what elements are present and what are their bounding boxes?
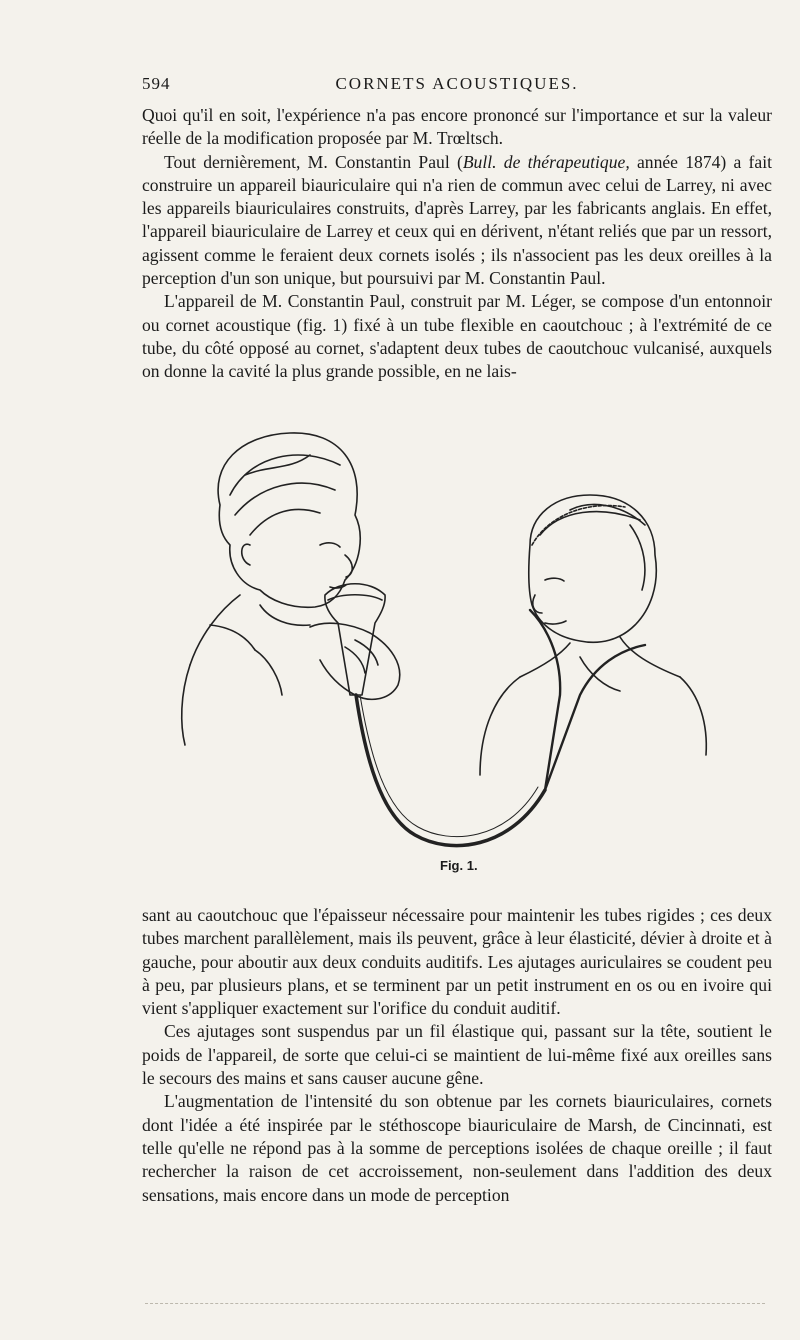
- body-text-top: [142, 104, 772, 384]
- paragraph: Quoi qu'il en soit, l'expérience n'a pas encore prononcé sur l'importance et sur la valeur réelle de la modification proposée par M. Trœltsch.: [142, 105, 772, 149]
- paragraph: [142, 151, 772, 291]
- page-number: 594: [142, 74, 171, 93]
- figure-caption: Fig. 1.: [440, 858, 478, 873]
- engraving-two-figures-with-ear-trumpet: [150, 395, 710, 870]
- paragraph: Ces ajutages sont suspendus par un fil élastique qui, passant sur la tête, soutient le poids de l'appareil, de sorte que celui-ci se maintient de lui-même fixé aux oreilles sans le secours des mains et sans causer aucune gêne.: [142, 1021, 772, 1089]
- paragraph: L'appareil de M. Constantin Paul, construit par M. Léger, se compose d'un entonnoir ou cornet acoustique (fig. 1) fixé à un tube flexible en caoutchouc ; à l'extrémité de ce tube, du côté opposé au cornet, s'adaptent deux tubes de caoutchouc vulcanisé, auxquels on donne la cavité la plus grande possible, en ne lais-: [142, 291, 772, 382]
- scan-artifact-rule: [145, 1303, 765, 1304]
- paragraph: sant au caoutchouc que l'épaisseur nécessaire pour maintenir les tubes rigides ; ces deux tubes marchent parallèlement, mais ils peuvent, grâce à leur élasticité, dévier à droite et à gauche, pour aboutir aux deux conduits auditifs. Les ajutages auriculaires se coudent peu à peu, par plusieurs plans, et se terminent par un petit instrument en os ou en ivoire qui vient s'appliquer exactement sur l'orifice du conduit auditif.: [142, 905, 772, 1019]
- paragraph-text: année 1874) a fait construire un appareil biauriculaire qui n'a rien de commun avec celui de Larrey, ni avec les appareils biauriculaires construits, d'après Larrey, par les fabricants anglais. En effet, l'appareil biauriculaire de Larrey et ceux qui en dérivent, n'étant reliés que par un ressort, agissent comme le feraient deux cornets isolés ; ils n'associent pas les deux oreilles à la perception d'un son unique, but poursuivi par M. Constantin Paul.: [142, 151, 772, 289]
- figure-illustration: [150, 395, 710, 870]
- citation-italic: Bull. de thérapeutique,: [462, 151, 630, 172]
- paragraph: L'augmentation de l'intensité du son obtenue par les cornets biauriculaires, cornets dont l'idée a été inspirée par le stéthoscope biauriculaire de Marsh, de Cincinnati, est telle qu'elle ne répond pas à la somme de perceptions isolées de chaque oreille ; il faut rechercher la raison de cet accroissement, non-seulement dans l'addition des deux sensations, mais encore dans un mode de perception: [142, 1091, 772, 1205]
- body-text-bottom: [142, 904, 772, 1207]
- paragraph-text: Tout dernièrement, M. Constantin Paul (: [164, 151, 463, 172]
- running-head: [142, 74, 772, 98]
- running-title: CORNETS ACOUSTIQUES.: [335, 74, 579, 93]
